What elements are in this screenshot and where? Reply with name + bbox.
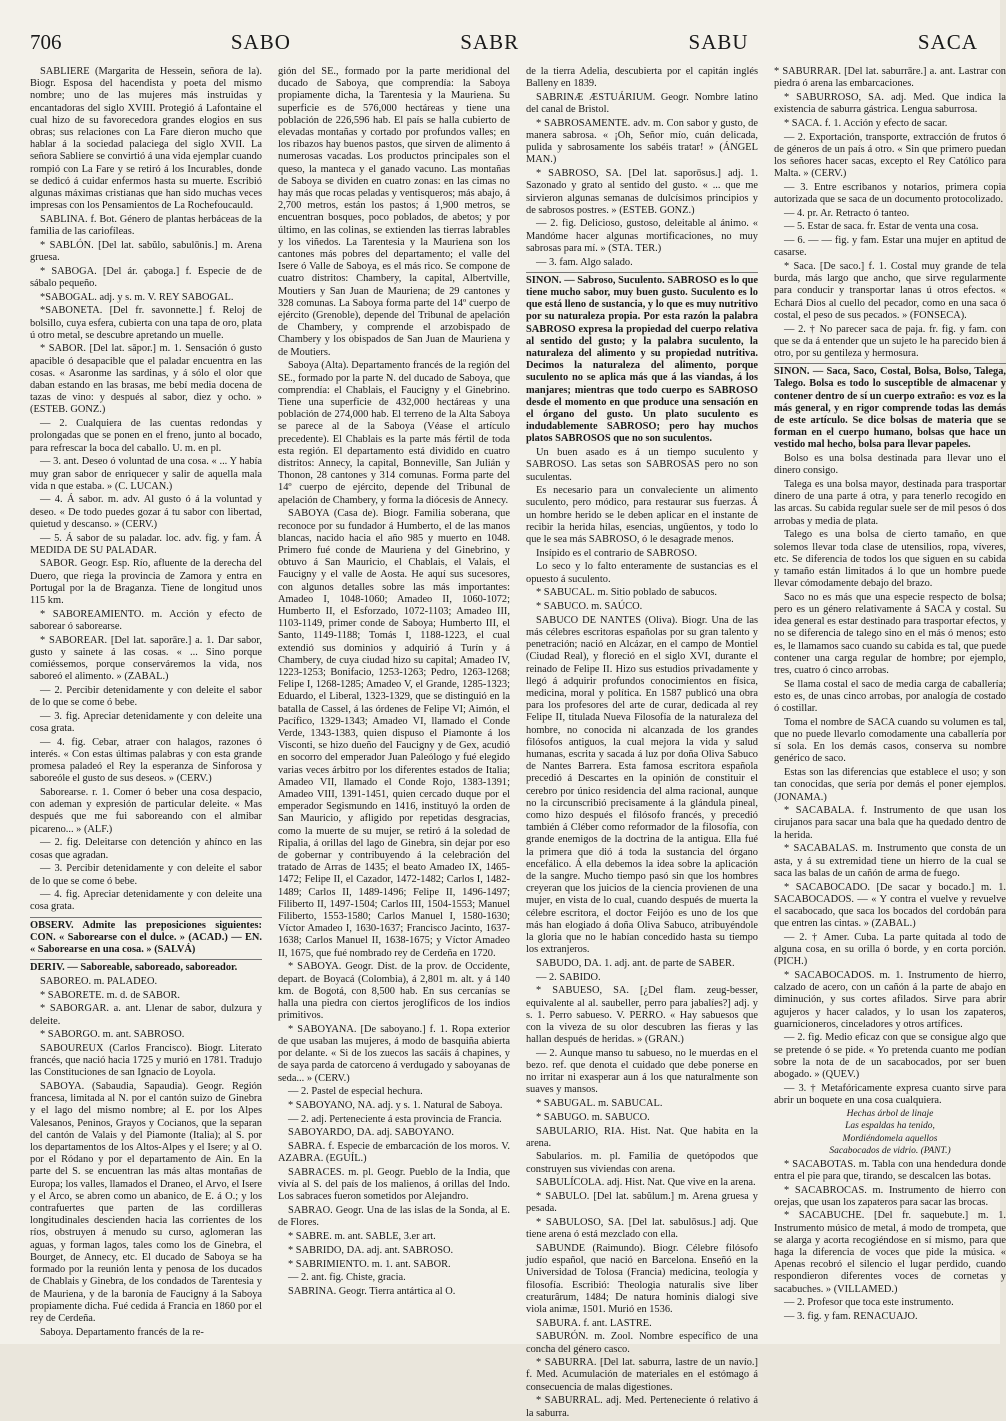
dictionary-entry: SABUDO, DA. 1. adj. ant. de parte de SABER.: [536, 957, 735, 969]
dictionary-entry: SABRAO. Geogr. Una de las islas de la Sonda, al E. de Flores.: [278, 1205, 510, 1229]
dictionary-entry: * SABOR. [Del lat. sāpor.] m. 1. Sensación ó gusto apacible ó desapacible que el paladar encuentra en las cosas. « Asaronme las sardinas, y á sólo el olor que daban estando en las brasas, me bebí media docena de tazas de vino: y después al sabor, diez y ocho. » (ESTEB. GONZ.): [30, 343, 262, 416]
dictionary-entry: Lo seco y lo falto enteramente de sustancias es el opuesto á suculento.: [526, 561, 758, 585]
dictionary-entry: * SABOREAR. [Del lat. saporāre.] a. 1. Dar sabor, gusto y sainete á las cosas. « ... Sino porque comiéssemos, porque conserváremos la vida, nos saboreó el alimento. » (ZABAL.): [30, 634, 262, 683]
dictionary-entry: * SABUGAL. m. SABUCAL.: [536, 1098, 663, 1110]
dictionary-entry: — 2. Profesor que toca este instrumento.: [784, 1297, 954, 1309]
dictionary-entry: SABRINÆ ÆSTUÁRIUM. Geogr. Nombre latino del canal de Bristol.: [526, 91, 758, 116]
dictionary-entry: * SABORETE. m. d. de SABOR.: [40, 989, 180, 1001]
dictionary-entry: — 3. fam. Algo salado.: [536, 256, 633, 268]
dictionary-entry: gión del SE., formado por la parte meridional del ducado de Saboya, que comprendía: la Saboya propiamente dicha, la Tarentesia y la Mauriena. Su superficie es de 576,000 hectáreas y tiene una población de 226,596 hab. El país se halla cubierto de elevadas montañas y cortado por profundos valles; en los ribazos hay buenos pastos, que sirven de alimento á numerosas vacadas. Los productos principales son el queso, la manteca y el ganado vacuno. Las montañas de Saboya se dividen en cuatro zonas: en las cimas no hay más que rocas peladas y ventisqueros; más abajo, á 2,700 metros, están los pastos; á 1,900 metros, se encuentran bosques, poco poblados, de abetos; y por último, en las colinas, se extienden las tierras labrables y los viñedos. La Tarentesia y la Mauriena son los cantones más pobres del departamento; el valle del Isere ó Valle de Saboya, es el más rico. Se compone de cuatro distritos: Chambery, la capital, Albertville, Moutiers y San Juan de Mauriena; de 29 cantones y 328 comunas. La Saboya forma parte del 14º cuerpo de ejército (Grenoble), depende del Tribunal de apelación de Chambery, y comprende el arzobispado de Chambery y los obispados de San Juan de Mauriena y de Moutiers.: [278, 66, 510, 358]
dictionary-entry: * SABORGO. m. ant. SABROSO.: [40, 1029, 185, 1041]
dictionary-entry: SABLINA. f. Bot. Género de plantas herbáceas de la familia de las cariofíleas.: [30, 213, 262, 238]
dictionary-entry: — 2. † Amer. Cuba. La parte quitada al todo de alguna cosa, en su orilla ó borde, y en corta porción. (PICH.): [774, 931, 1006, 968]
dictionary-entry: Saboya (Alta). Departamento francés de la región del SE., formado por la parte N. del ducado de Saboya, que comprendía: el Chablais, el Faucigny y el Ginebrino. Tiene una superficie de 432,000 hectáreas y una población de 274,000 hab. El terreno de la Alta Saboya se parece al de la Saboya (Véase el artículo precedente). El Chablais es la parte más fértil de toda esta región. El departamento está dividido en cuatro distritos: Annecy, la capital, Bonneville, San Julián y Thonon, 28 cantones y 314 comunas. Forma parte del 14º cuerpo de ejército, depende del Tribunal de apelación de Chambery, y forma la diócesis de Annecy.: [278, 360, 510, 506]
dictionary-entry: — 3. † Metafóricamente expresa cuanto sirve para abrir un boquete en una cosa cualquiera.: [774, 1082, 1006, 1106]
dictionary-entry: * SABRIDO, DA. adj. ant. SABROSO.: [288, 1244, 454, 1256]
dictionary-entry: SABRA. f. Especie de embarcación de los moros. V. AZABRA. (EGUÍL.): [278, 1141, 510, 1165]
dictionary-entry: * SABULO. [Del lat. sabŭlum.] m. Arena gruesa y pesada.: [526, 1191, 758, 1215]
dictionary-entry: — 2. fig. Deleitarse con detención y ahínco en las cosas que agradan.: [30, 837, 262, 861]
dictionary-entry: * SABOYANO, NA. adj. y s. 1. Natural de Saboya.: [288, 1100, 503, 1112]
column-4: [774, 66, 1006, 1421]
dictionary-entry: * SACABOTAS. m. Tabla con una hendedura donde entra el pie para que, tirando, se descalcen las botas.: [774, 1158, 1006, 1182]
dictionary-entry: — 2. Exportación, transporte, extracción de frutos ó de géneros de un país á otro. « Sin que primero puedan los señores hacer sacas, excepto el Rey Católico para Malta. » (CERV.): [774, 131, 1006, 180]
dictionary-entry: * SABUESO, SA. [¿Del flam. zeug-besser, equivalente al al. saubeller, perro para jabalíes?] adj. y s. 1. Perro sabueso. V. PERRO. « Hay sabuesos que con la viveza de su olor descubren las fieras y las hallan después de heridas. » (GRAN.): [526, 985, 758, 1046]
dictionary-entry: Saboya. Departamento francés de la re-: [40, 1326, 204, 1338]
dictionary-entry: Estas son las diferencias que establece el uso; y son tan conocidas, que sería por demás el poner ejemplos. (JONAMA.): [774, 767, 1006, 803]
dictionary-entry: Saco no es más que una especie respecto de bolsa; pero es un género relativamente á SACA y costal. Su idea general es estar destinado para trasportar efectos, y no se diferencia de talego sino en el más ó menos; esto es, le llamamos saco cuando su cabida es tal, que puede contener una carga regular de hombre; por ejemplo, tres, cuatro ó cinco arrobas.: [774, 591, 1006, 677]
dictionary-entry: * SACABALAS. m. Instrumento que consta de un asta, y á su extremidad tiene un hierro de la cual se saca las balas de un cañón de arma de fuego.: [774, 843, 1006, 879]
dictionary-entry: SABOREO. m. PALADEO.: [40, 975, 158, 987]
dictionary-entry: * SACABOCADOS. m. 1. Instrumento de hierro, calzado de acero, con un cañón á la parte de abajo en diminución, y sus cortes afilados. Sirve para abrir agujeros y hacer calados, y lo usan los zapateros, guarnicioneros, cinceladores y otros artífices.: [774, 969, 1006, 1030]
page-header: [30, 30, 978, 64]
dictionary-entry: — 3. fig. y fam. RENACUAJO.: [784, 1311, 918, 1323]
dictionary-entry: *SABOGAL. adj. y s. m. V. REY SABOGAL.: [40, 291, 234, 303]
dictionary-entry: * SABOYANA. [De saboyano.] f. 1. Ropa exterior de que usaban las mujeres, á modo de basquiña abierta por delante. « Si de los zuecos las sacáis á chapines, y de saya parda de catorceno á verdugado y saboyanas de seda... » (CERV.): [278, 1023, 510, 1084]
dictionary-entry: Las espaldas ha tenido,: [845, 1121, 935, 1132]
dictionary-entry: Insípido es el contrario de SABROSO.: [536, 547, 698, 559]
dictionary-entry: — 2. fig. Delicioso, gustoso, deleitable al ánimo. « Mandóme hacer algunas mortificaciones, no muy sabrosas para mí. » (STA. TER.): [526, 218, 758, 254]
dictionary-entry: SABUNDE (Raimundo). Biogr. Célebre filósofo judío español, que nació en Barcelona. Enseñó en la Universidad de Tolosa (Francia) medicina, teología y filosofía. Escribió: Theologia naturalis sive liber creaturârum, 1484; De natura hominis dialogi sive viola animæ, 1501. Murió en 1536.: [526, 1242, 758, 1315]
dictionary-entry: DERIV. — Saboreable, saboreado, saboreador.: [30, 959, 262, 974]
dictionary-entry: Sacabocados de vidrio. (PANT.): [829, 1146, 951, 1157]
dictionary-entry: * SABROSAMENTE. adv. m. Con sabor y gusto, de manera sabrosa. « ¡Oh, Señor mío, cuán delicada, pulida y sabrosamente los sabéis tratar! » (ÁNGEL MAN.): [526, 117, 758, 166]
dictionary-entry: Mordiéndomela aquellos: [842, 1133, 938, 1144]
dictionary-entry: — 4. fig. Cebar, atraer con halagos, razones ó interés. « Con estas últimas palabras y con esta grande promesa paladeó el Rey la esperanza de Sinforosa y saboreóle el gusto de sus deseos. » (CERV.): [30, 736, 262, 785]
dictionary-entry: SABURÓN. m. Zool. Nombre específico de una concha del género casco.: [526, 1331, 758, 1355]
dictionary-entry: Sabularios. m. pl. Familia de quetópodos que construyen sus viviendas con arena.: [526, 1151, 758, 1175]
dictionary-entry: — 2. Aunque manso tu sabueso, no le muerdas en el bezo. ref. que denota el cuidado que debe ponerse en no irritar ni exasperar aun á los que naturalmente son suaves y mansos.: [526, 1047, 758, 1096]
dictionary-entry: Talega es una bolsa mayor, destinada para trasportar dinero de una parte á otra, y para tenerlo recogido en las arcas. Su cabida regular suele ser de mil pesos ó dos arrobas y media de plata.: [774, 479, 1006, 527]
dictionary-entry: * SABURRA. [Del lat. saburra, lastre de un navío.] f. Med. Acumulación de materiales en el estómago á consecuencia de malas digestiones.: [526, 1357, 758, 1393]
dictionary-entry: * SACABOCADO. [De sacar y bocado.] m. 1. SACABOCADOS. — « Y contra el vuelve y revuelve el sacabocado, que saca los bocados del cordobán para que entren las cintas. » (ZABAL.): [774, 881, 1006, 930]
dictionary-entry: SABURA. f. ant. LASTRE.: [536, 1317, 652, 1329]
dictionary-entry: SABOYA. (Sabaudia, Sapaudia). Geogr. Región francesa, limitada al N. por el cantón suizo de Ginebra y el lago del mismo nombre; al E. por los Alpes Valesanos, Peninos, Grayos y Cocianos, que la separan del cantón de Valais y del Piamonte (Italia); al S. por los departamentos de los Altos-Alpes y el Isere; y al O. por el Ródano y por el departamento de Ain. En la parte del S. se encuentran las más altas montañas de Europa; los valles, llamados el Draneo, el Arvo, el Isere y el Arco, se abren como un abanico, de E. á O.; y los contrafuertes que parten de las cordilleras longitudinales descienden hacia las corrientes de los ríos, obstruyen á menudo su curso, aglomeran las aguas, y forman lagos, tales como los de Ginebra, el Bourget, de Annecy, etc. El ducado de Saboya se ha formado por la reunión lenta y penosa de los ducados de Chablais y Ginebra, de los condados de Tarentesia y de Mauriena, y de la baronía de Faucigny á la Saboya propiamente dicha. Fué cedida á Francia en 1860 por el rey de Cerdeña.: [30, 1081, 262, 1324]
dictionary-entry: SABULÍCOLA. adj. Hist. Nat. Que vive en la arena.: [536, 1177, 756, 1189]
guide-word-3: SABU: [688, 30, 749, 54]
dictionary-entry: de la tierra Adelia, descubierta por el capitán inglés Balleny en 1839.: [526, 66, 758, 90]
dictionary-entry: SINON. — Sabroso, Suculento. SABROSO es lo que tiene mucho sabor, muy buen gusto. Suculento es lo que está lleno de sustancia, y lo que es muy nutritivo por su naturaleza propia. Por esta razón la palabra SABROSO expresa la propiedad del cuerpo relativa al sentido del gusto; y la palabra suculento, la naturaleza del alimento y su propiedad nutritiva. Decimos la naturaleza del alimento, porque suculento no se aplica más que á las viandas, á los manjares; mientras que todo cuerpo es SABROSO desde el momento en que produce una sensación en el órgano del gusto. Un plato suculento es indudablemente SABROSO; pero hay muchos platos SABROSOS que no son suculentos.: [526, 272, 758, 446]
dictionary-entry: SINON. — Saca, Saco, Costal, Bolsa, Bolso, Talega, Talego. Bolsa es todo lo susceptible de almacenar y contener dentro de sí un cuerpo extraño: es voz es la más general, y en rigor comprende todas las demás de este artículo. Se dice bolsas de materia que se forman en el cuerpo humano, bolsas que hace un vestido mal hecho, bolsa para llevar papeles.: [774, 363, 1006, 451]
dictionary-entry: — 2. fig. Medio eficaz con que se consigue algo que se pretende ó se pide. « Yo pretenda cuanto me podían sobre la nota de de un sacabocados, por ser buen abogado. » (QUEV.): [774, 1032, 1006, 1081]
dictionary-entry: SABLIERE (Margarita de Hessein, señora de la). Biogr. Esposa del hacendista y poeta del mismo nombre; uno de las mujeres más instruidas y encantadoras del siglo XVIII. Protegió á Lafontaine el cual hizo de su favorecedora grandes elogios en sus obras; sus relaciones con La Fare dieron mucho que hablar á la sociedad palaciega del siglo XVII. La señora Sabliere se convirtió á una vida ejemplar cuando rompió con La Fare y se retiró á los Incurables, donde se dedicó á cuidar enfermos hasta su muerte. Escribió algunas máximas cristianas que han sido muchas veces impresas con los Pensamientos de La Rochefoucauld.: [30, 66, 262, 212]
dictionary-entry: — 2. ant. fig. Chiste, gracia.: [288, 1272, 406, 1284]
dictionary-entry: SABULARIO, RIA. Hist. Nat. Que habita en la arena.: [526, 1125, 758, 1149]
dictionary-entry: * SABUCAL. m. Sitio poblado de sabucos.: [536, 587, 717, 599]
dictionary-entry: * SABLÓN. [Del lat. sabŭlo, sabulōnis.] m. Arena gruesa.: [30, 239, 262, 264]
dictionary-entry: — 4. Á sabor. m. adv. Al gusto ó á la voluntad y deseo. « De todo puedes gozar á tu sabor con libertad, quietud y descanso. » (CERV.): [30, 494, 262, 530]
dictionary-entry: SABOYARDO, DA. adj. SABOYANO.: [288, 1127, 454, 1139]
column-3: [526, 66, 758, 1421]
dictionary-entry: SABRINA. Geogr. Tierra antártica al O.: [288, 1285, 456, 1297]
dictionary-entry: — 2. Pastel de especial hechura.: [288, 1086, 423, 1098]
dictionary-entry: * SACABALA. f. Instrumento de que usan los cirujanos para sacar una bala que ha quedado dentro de la herida.: [774, 805, 1006, 841]
dictionary-entry: SABOR. Geogr. Esp. Río, afluente de la derecha del Duero, que riega la provincia de Zamora y entra en Portugal por la de Braganza. Tiene de longitud unos 115 km.: [30, 558, 262, 607]
dictionary-entry: * Saca. [De saco.] f. 1. Costal muy grande de tela burda, más largo que ancho, que sirve regularmente para conducir y transportar lanas ú otros efectos. « Echará Dios al cuello del pecador, como en una saca ó costal, el peso de sus pecados. » (FONSECA).: [774, 261, 1006, 321]
dictionary-entry: * SACA. f. 1. Acción y efecto de sacar.: [784, 117, 948, 129]
dictionary-entry: * SACABUCHE. [Del fr. saquebute.] m. 1. Instrumento músico de metal, á modo de trompeta, que se alarga y acorta recogiéndose en sí mismo, para que haga la diferencia de voces que pide la música. « Apenas recobró el silencio el lugar perdido, cuando respondieron diferentes voces de cornetas y sacabuches. » (VILLAMED.): [774, 1210, 1006, 1295]
dictionary-entry: * SABROSO, SA. [Del lat. saporōsus.] adj. 1. Sazonado y grato al sentido del gusto. « ... que me sirvieron algunas semanas de dulcísimos principios y de sabrosos postres. » (ESTEB. GONZ.): [526, 168, 758, 216]
dictionary-entry: — 4. fig. Apreciar detenidamente y con deleite una cosa grata.: [30, 889, 262, 913]
guide-word-1: SABO: [230, 30, 291, 54]
column-1: [30, 66, 262, 1421]
dictionary-entry: * SABULOSO, SA. [Del lat. sabulōsus.] adj. Que tiene arena ó está mezclado con ella.: [526, 1216, 758, 1241]
dictionary-entry: — 5. Á sabor de su paladar. loc. adv. fig. y fam. Á MEDIDA DE SU PALADAR.: [30, 532, 262, 556]
dictionary-entry: — 2. SABIDO.: [536, 971, 601, 983]
dictionary-entry: — 6. — — fig. y fam. Estar una mujer en aptitud de casarse.: [774, 235, 1006, 259]
dictionary-entry: Un buen asado es á un tiempo suculento y SABROSO. Las setas son SABROSAS pero no son suculentas.: [526, 447, 758, 483]
dictionary-entry: *SABONETA. [Del fr. savonnette.] f. Reloj de bolsillo, cuya esfera, cubierta con una tapa de oro, plata ú otro metal, se descubre apretando un muelle.: [30, 305, 262, 341]
dictionary-entry: Se llama costal el saco de media carga de caballería; esto es, de unas cinco arrobas, por analogía de costado ó costillar.: [774, 678, 1006, 715]
column-2: [278, 66, 510, 1421]
page-number: 706: [30, 30, 62, 54]
dictionary-entry: — 2. † No parecer saca de paja. fr. fig. y fam. con que se da á entender que un sujeto le ha parecido bien á otro, por su gentileza y hermosura.: [774, 323, 1006, 359]
dictionary-entry: SABOUREUX (Carlos Francisco). Biogr. Literato francés, que nació hacia 1725 y murió en 1781. Tradujo las Constituciones de san Ignacio de Loyola.: [30, 1042, 262, 1079]
dictionary-entry: Toma el nombre de SACA cuando su volumen es tal, que no puede llevarlo comodamente una caballería por sí sola. En los demás casos, conserva su nombre genérico de saco.: [774, 716, 1006, 765]
dictionary-entry: Es necesario para un convaleciente un alimento suculento, pero módico, para restaurar sus fuerzas. Á un hombre herido se le deben aplicar en el instante de recibir la herida hilas, esencias, ungüentos, y todo lo que le sea más SABROSO, ó le desagrade menos.: [526, 485, 758, 546]
dictionary-entry: OBSERV. Admite las preposiciones siguientes: CON. « Saborearse con el dulce. » (ACAD.) — EN. « Saborearse en una cosa. » (SALVÁ): [30, 917, 262, 957]
dictionary-entry: * SACABROCAS. m. Instrumento de hierro con orejas, que usan los zapateros para sacar las brocas.: [774, 1184, 1006, 1208]
dictionary-entry: — 4. pr. Ar. Retracto ó tanteo.: [784, 207, 910, 219]
dictionary-entry: Hechas árbol de linaje: [846, 1108, 934, 1119]
dictionary-entry: * SABUCO. m. SAÚCO.: [536, 601, 643, 613]
dictionary-entry: * SABURRAR. [Del lat. saburrāre.] a. ant. Lastrar con piedra ó arena las embarcaciones.: [774, 66, 1006, 90]
dictionary-entry: * SABURROSO, SA. adj. Med. Que indica la existencia de saburra gástrica. Lengua saburrosa.: [774, 91, 1006, 116]
text-columns: [30, 66, 1006, 1419]
dictionary-entry: — 2. Cualquiera de las cuentas redondas y prolongadas que se ponen en el freno, junto al bocado, para refrescar la boca del caballo. U. m. en pl.: [30, 418, 262, 454]
dictionary-entry: Saborearse. r. 1. Comer ó beber una cosa despacio, con ademan y expresión de particular deleite. « Mas después que me fui saboreando con el almibar picareno... » (ALF.): [30, 787, 262, 835]
guide-word-2: SABR: [460, 30, 520, 54]
dictionary-entry: — 3. Entre escribanos y notarios, primera copia autorizada que se saca de un documento protocolizado.: [774, 181, 1006, 206]
dictionary-entry: Bolso es una bolsa destinada para llevar uno el dinero consigo.: [774, 453, 1006, 477]
dictionary-entry: SABOYA (Casa de). Biogr. Familia soberana, que reconoce por su fundador á Humberto, el de las manos blancas, nacido hacia el año 985 y muerto en 1048. Primero fué conde de Mauriena y del Ginebrino, y obtuvo á San Mauricio, el Chablais, el Valais, el Faucigny y el valle de Aosta. He aquí sus sucesores, con algunos detalles sobre las más importantes: Amadeo I, 1048-1060; Amadeo II, 1060-1072; Humberto II, el Esforzado, 1072-1103; Amadeo III, 1103-1149, primer conde de Saboya; Humberto III, el Santo, 1149-1188; Tomás I, 1188-1223, el cual extendió sus dominios y adquirió á Turín y á Chambery, de cuya ciudad hizo su capital; Amadeo IV, 1223-1253; Bonifacio, 1253-1263; Pedro, 1263-1268; Felipe I, 1268-1285; Amadeo V, el Grande, 1285-1323; Eduardo, el Liberal, 1323-1329, que se distinguió en la batalla de Cassel, á las órdenes de Felipe VI; Aimón, el Pacífico, 1329-1343; Amadeo VI, llamado el Conde Verde, 1343-1383, quien dispuso el Piamonte á los Visconti, se hizo dueño del Faucigny y de Gex, acudió en socorro del emperador Juan Paleólogo y fué elegido varias veces árbitro por los diferentes estados de Italia; Amadeo VII, llamado el Conde Rojo, 1383-1391; Amadeo VIII, 1391-1451, quien cercado duque por el emperador Segismundo en 1416, instituyó la orden de San Mauricio, y afligido por repetidas desgracias, como la muerte de su mujer, se retiró á la soledad de Ripalia, á orillas del lago de Ginebra, sin dejar por eso de gobernar y contribuyendo á la celebración del tratado de Arras de 1435; el beato Amadeo IX, 1465-1472; Felipe II, el Cazador, 1472-1482; Carlos I, 1482-1489; Carlos II, 1489-1496; Felipe II, 1496-1497; Filiberto II, 1497-1504; Carlos III, 1504-1553; Manuel Filiberto, 1553-1580; Carlos Manuel I, 1580-1630; Víctor Amadeo I, 1630-1637; Francisco Jacinto, 1637-1638; Carlos Manuel II, 1638-1675; y Víctor Amadeo II, 1675, que fué nombrado rey de Cerdeña en 1720.: [278, 508, 510, 959]
dictionary-entry: * SABUGO. m. SABUCO.: [536, 1111, 650, 1123]
dictionary-entry: * SABOYA. Geogr. Dist. de la prov. de Occidente, depart. de Boyacá (Colombia), á 2,801 m. alt. y á 140 km. de Bogotá, con 8,500 hab. En sus cercanías se halla una piedra con ciertos jeroglíficos de los indios primitivos.: [278, 961, 510, 1022]
dictionary-entry: — 3. Percibir detenidamente y con deleite el sabor de lo que se come ó bebe.: [30, 863, 262, 887]
dictionary-entry: * SABRE. m. ant. SABLE, 3.er art.: [288, 1231, 436, 1243]
dictionary-entry: — 5. Estar de saca. fr. Estar de venta una cosa.: [784, 221, 979, 233]
dictionary-entry: — 2. Percibir detenidamente y con deleite el sabor de lo que se come ó bebe.: [30, 684, 262, 709]
dictionary-entry: Talego es una bolsa de cierto tamaño, en que solemos llevar toda clase de utensilios, ropa, víveres, etc. Se diferencia de todos los que siguen en su cabida y tamaño están limitados á lo que un hombre puede llevar cómodamente debajo del brazo.: [774, 529, 1006, 590]
dictionary-entry: — 3. ant. Deseo ó voluntad de una cosa. « ... Y había muy gran sabor de enriquecer y salir de aquella mala vida n que estaba. » (C. LUCAN.): [30, 456, 262, 492]
dictionary-entry: * SABORGAR. a. ant. Llenar de sabor, dulzura y deleite.: [30, 1003, 262, 1027]
dictionary-entry: SABRACES. m. pl. Geogr. Pueblo de la India, que vivía al S. del país de los malienos, á orillas del Indo. Los sabraces fueron sometidos por Alejandro.: [278, 1167, 510, 1203]
dictionary-entry: — 2. adj. Perteneciente á esta provincia de Francia.: [288, 1113, 502, 1125]
dictionary-entry: — 3. fig. Apreciar detenidamente y con deleite una cosa grata.: [30, 710, 262, 735]
dictionary-entry: * SABOGA. [Del ár. çaboga.] f. Especie de de sábalo pequeño.: [30, 265, 262, 289]
dictionary-entry: SABUCO DE NANTES (Oliva). Biogr. Una de las más célebres escritoras españolas por su gran talento y penetración; nació en Alcázar, en el campo de Montiel (Ciudad Real), y floreció en el siglo XVI, durante el reinado de Felipe II. Hizo sus estudios privadamente y llegó á adquirir profundos conocimientos en física, medicina, moral y política. En 1587 publicó una obra para los profesores del arte de curar, dedicada al rey Felipe II, titulada Nueva Filosofía de la naturaleza del hombre, no conocida ni alcanzada de los grandes filósofos antiguos, la cual mejora la vida y salud humanas, escrita y sacada á luz por doña Oliva Sabuco de Nantes Barrera. Esta famosa escritora española precedió á Descartes en la opinión de constituir el cerebro por único residencia del alma racional, aunque no la circunscribió precisamente á la glándula pineal, como hizo después el filósofo francés, y precedió también á Cléber como reformador de la filosofía, con grande enemigos de la doctrina de la antigua. Ella fué la primera que dió á toda la sustancia del órgano encefálico. Á ella debemos la idea sobre la aplicación de la sangre. Mucho tiempo pasó sin que los hombres creyeran que los juicios de la ciencia provienen de una mujer, en vista de lo cual, cuando después de muerta la célebre escritora, el doctor Feijóo es uno de los que más han elogiado á doña Oliva Sabuco, atribuyéndole la gloria que no le habían concedido hasta su tiempo los extranjeros.: [526, 614, 758, 956]
dictionary-entry: * SABURRAL. adj. Med. Perteneciente ó relativo á la saburra.: [526, 1395, 758, 1419]
dictionary-entry: * SABOREAMIENTO. m. Acción y efecto de saborear ó saborearse.: [30, 608, 262, 632]
guide-word-4: SACA: [917, 30, 978, 54]
dictionary-entry: * SABRIMIENTO. m. 1. ant. SABOR.: [288, 1258, 451, 1270]
